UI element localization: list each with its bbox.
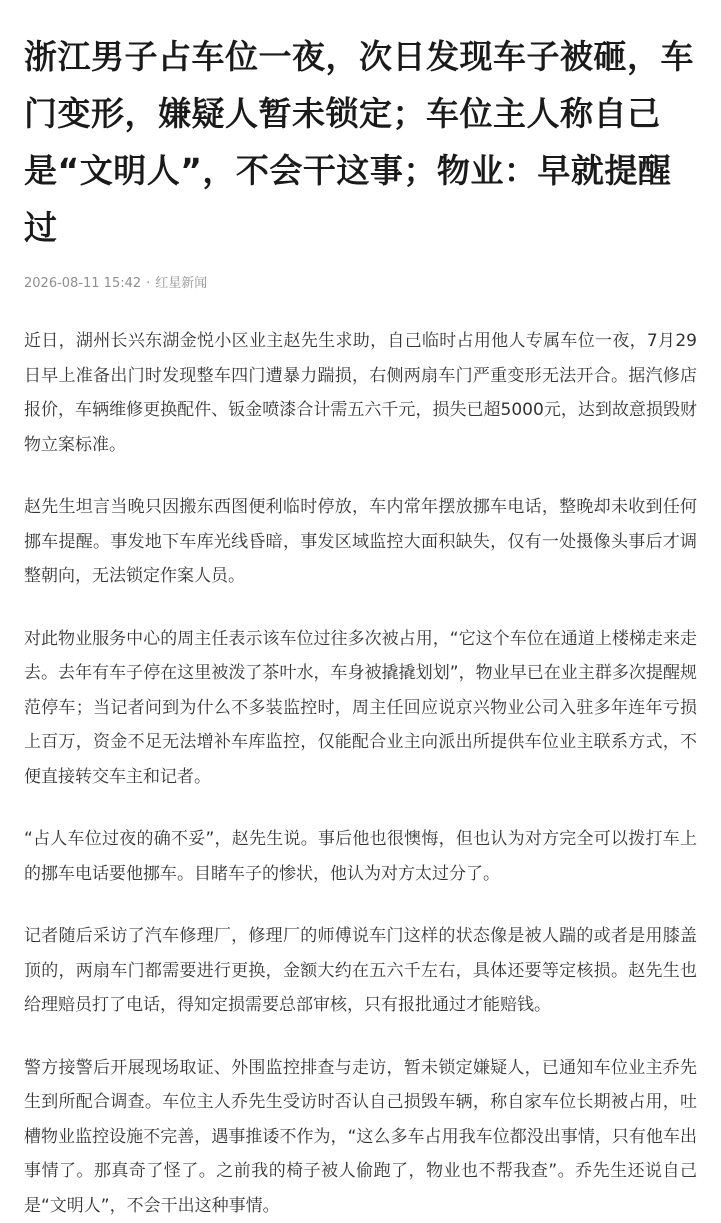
article-body <box>24 324 697 1223</box>
article-paragraph: 赵先生坦言当晚只因搬东西图便利临时停放，车内常年摆放挪车电话，整晚却未收到任何挪车提醒。事发地下车库光线昏暗，事发区域监控大面积缺失，仅有一处摄像头事后才调整朝向，无法锁定作案人员。 <box>24 490 697 594</box>
meta-separator: · <box>146 276 150 291</box>
article-meta <box>24 274 697 294</box>
article-paragraph: 记者随后采访了汽车修理厂，修理厂的师傅说车门这样的状态像是被人踹的或者是用膝盖顶的，两扇车门都需要进行更换，金额大约在五六千左右，具体还要等定核损。赵先生也给理赔员打了电话，得知定损需要总部审核，只有报批通过才能赔钱。 <box>24 919 697 1023</box>
article-paragraph: 近日，湖州长兴东湖金悦小区业主赵先生求助，自己临时占用他人专属车位一夜，7月29日早上准备出门时发现整车四门遭暴力踹损，右侧两扇车门严重变形无法开合。据汽修店报价，车辆维修更换配件、钣金喷漆合计需五六千元，损失已超5000元，达到故意损毁财物立案标准。 <box>24 324 697 462</box>
publish-timestamp: 2026-08-11 15:42 <box>24 276 141 291</box>
article-headline: 浙江男子占车位一夜，次日发现车子被砸，车门变形，嫌疑人暂未锁定；车位主人称自己是“文明人”，不会干这事；物业：早就提醒过 <box>24 28 697 256</box>
article-paragraph: “占人车位过夜的确不妥”，赵先生说。事后他也很懊悔，但也认为对方完全可以拨打车上的挪车电话要他挪车。目睹车子的惨状，他认为对方太过分了。 <box>24 822 697 891</box>
article-paragraph: 对此物业服务中心的周主任表示该车位过往多次被占用，“它这个车位在通道上楼梯走来走去。去年有车子停在这里被泼了茶叶水，车身被撬撬划划”，物业早已在业主群多次提醒规范停车；当记者问到为什么不多装监控时，周主任回应说京兴物业公司入驻多年连年亏损上百万，资金不足无法增补车库监控，仅能配合业主向派出所提供车位业主联系方式，不便直接转交车主和记者。 <box>24 622 697 795</box>
article-paragraph: 警方接警后开展现场取证、外围监控排查与走访，暂未锁定嫌疑人，已通知车位业主乔先生到所配合调查。车位主人乔先生受访时否认自己损毁车辆，称自家车位长期被占用，吐槽物业监控设施不完善，遇事推诿不作为，“这么多车占用我车位都没出事情，只有他车出事情了。那真奇了怪了。之前我的椅子被人偷跑了，物业也不帮我查”。乔先生还说自己是“文明人”，不会干出这种事情。 <box>24 1051 697 1223</box>
news-source[interactable]: 红星新闻 <box>155 276 207 291</box>
